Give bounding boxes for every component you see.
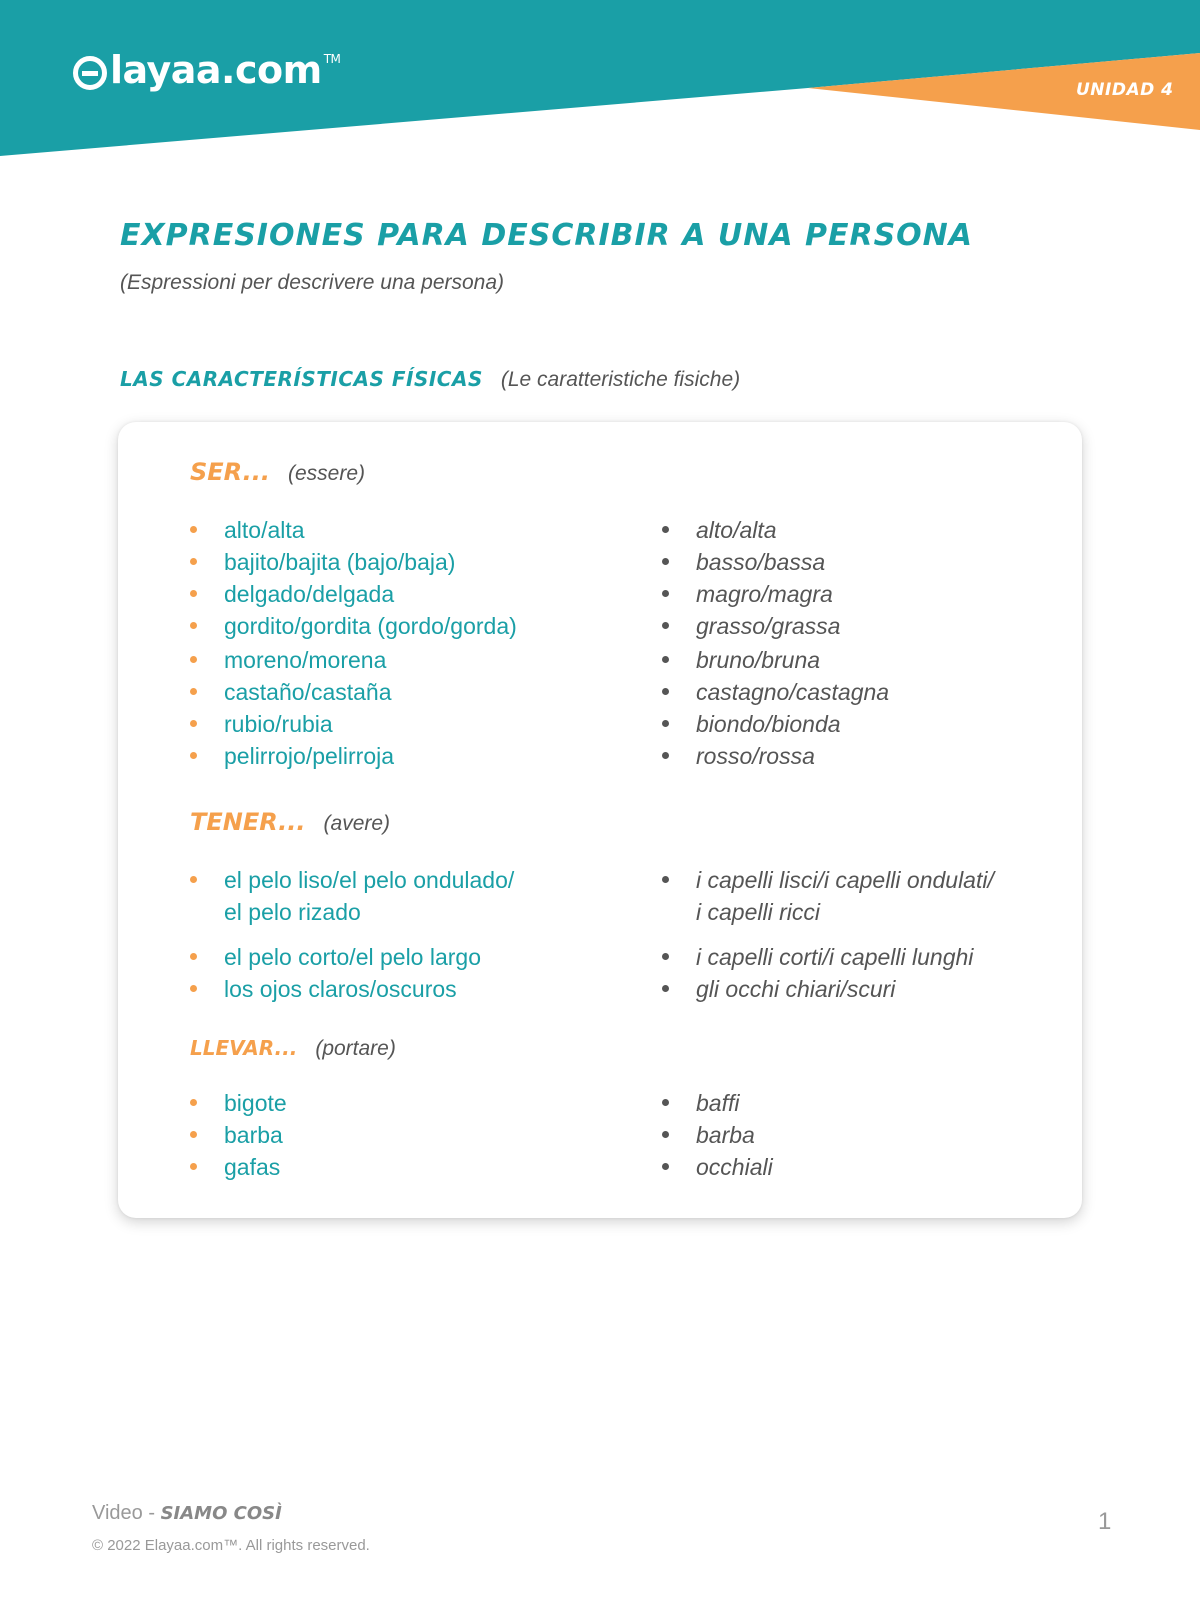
- bullet-icon: [662, 656, 669, 663]
- bullet-icon: [662, 720, 669, 727]
- bullet-icon: [662, 558, 669, 565]
- list-item: biondo/bionda: [696, 708, 841, 740]
- list-item: bajito/bajita (bajo/baja): [224, 546, 455, 578]
- list-item: castaño/castaña: [224, 676, 392, 708]
- list-item-continuation: i capelli ricci: [696, 899, 820, 925]
- footer-video-credit: [92, 1502, 282, 1525]
- bullet-icon: [190, 752, 197, 759]
- section-heading: [120, 367, 740, 392]
- bullet-icon: [190, 558, 197, 565]
- list-item: occhiali: [696, 1151, 773, 1183]
- list-item: barba: [696, 1119, 755, 1151]
- list-item: i capelli corti/i capelli lunghi: [696, 941, 973, 973]
- bullet-icon: [662, 876, 669, 883]
- bullet-icon: [190, 720, 197, 727]
- group-translation-llevar: (portare): [315, 1037, 396, 1060]
- list-item: gordito/gordita (gordo/gorda): [224, 610, 517, 642]
- bullet-icon: [662, 622, 669, 629]
- logo-e-icon: [73, 56, 107, 90]
- bullet-icon: [190, 876, 197, 883]
- page-title: EXPRESIONES PARA DESCRIBIR A UNA PERSONA: [120, 218, 974, 253]
- group-heading-tener: [190, 808, 390, 836]
- bullet-icon: [190, 688, 197, 695]
- bullet-icon: [190, 953, 197, 960]
- list-item: grasso/grassa: [696, 610, 840, 642]
- bullet-icon: [662, 953, 669, 960]
- list-item: el pelo corto/el pelo largo: [224, 941, 481, 973]
- section-translation: (Le caratteristiche fisiche): [500, 368, 741, 391]
- list-item: bruno/bruna: [696, 644, 820, 676]
- list-item-continuation: el pelo rizado: [224, 899, 361, 925]
- list-item: rubio/rubia: [224, 708, 333, 740]
- list-item: basso/bassa: [696, 546, 825, 578]
- bullet-icon: [190, 1163, 197, 1170]
- list-item: el pelo liso/el pelo ondulado/: [224, 864, 514, 896]
- group-translation-tener: (avere): [323, 812, 391, 835]
- list-item: i capelli lisci/i capelli ondulati/: [696, 864, 994, 896]
- bullet-icon: [662, 688, 669, 695]
- bullet-icon: [662, 1099, 669, 1106]
- bullet-icon: [190, 1131, 197, 1138]
- bullet-icon: [190, 656, 197, 663]
- list-item: rosso/rossa: [696, 740, 815, 772]
- logo-text: layaa.com: [110, 48, 322, 92]
- group-title-tener: TENER...: [190, 808, 306, 836]
- page-subtitle: (Espressioni per descrivere una persona): [120, 271, 505, 294]
- list-item: gafas: [224, 1151, 280, 1183]
- footer-video-label: Video -: [92, 1502, 161, 1524]
- bullet-icon: [190, 1099, 197, 1106]
- list-item: pelirrojo/pelirroja: [224, 740, 394, 772]
- bullet-icon: [662, 526, 669, 533]
- bullet-icon: [662, 1131, 669, 1138]
- list-item: castagno/castagna: [696, 676, 889, 708]
- page-header: [0, 0, 1200, 170]
- footer-video-title: SIAMO COSÌ: [160, 1503, 282, 1524]
- list-item: barba: [224, 1119, 283, 1151]
- bullet-icon: [190, 526, 197, 533]
- bullet-icon: [190, 622, 197, 629]
- list-item: moreno/morena: [224, 644, 386, 676]
- bullet-icon: [662, 985, 669, 992]
- section-title: LAS CARACTERÍSTICAS FÍSICAS: [120, 367, 483, 391]
- group-title-llevar: LLEVAR...: [190, 1036, 298, 1060]
- bullet-icon: [662, 752, 669, 759]
- footer-copyright: © 2022 Elayaa.com™. All rights reserved.: [92, 1537, 370, 1554]
- bullet-icon: [190, 985, 197, 992]
- list-item: baffi: [696, 1087, 739, 1119]
- list-item: alto/alta: [224, 514, 305, 546]
- bullet-icon: [662, 1163, 669, 1170]
- vocabulary-card: [118, 422, 1082, 1218]
- bullet-icon: [662, 590, 669, 597]
- list-item: gli occhi chiari/scuri: [696, 973, 895, 1005]
- elayaa-logo[interactable]: [73, 48, 340, 92]
- group-heading-ser: [190, 458, 365, 486]
- group-translation-ser: (essere): [287, 462, 365, 485]
- list-item: los ojos claros/oscuros: [224, 973, 457, 1005]
- logo-trademark: TM: [323, 52, 341, 66]
- bullet-icon: [190, 590, 197, 597]
- list-item: bigote: [224, 1087, 287, 1119]
- group-heading-llevar: [190, 1036, 396, 1061]
- group-title-ser: SER...: [190, 458, 270, 486]
- page-number: 1: [1098, 1508, 1112, 1535]
- unit-label: UNIDAD 4: [1076, 80, 1174, 100]
- list-item: delgado/delgada: [224, 578, 394, 610]
- list-item: magro/magra: [696, 578, 833, 610]
- list-item: alto/alta: [696, 514, 777, 546]
